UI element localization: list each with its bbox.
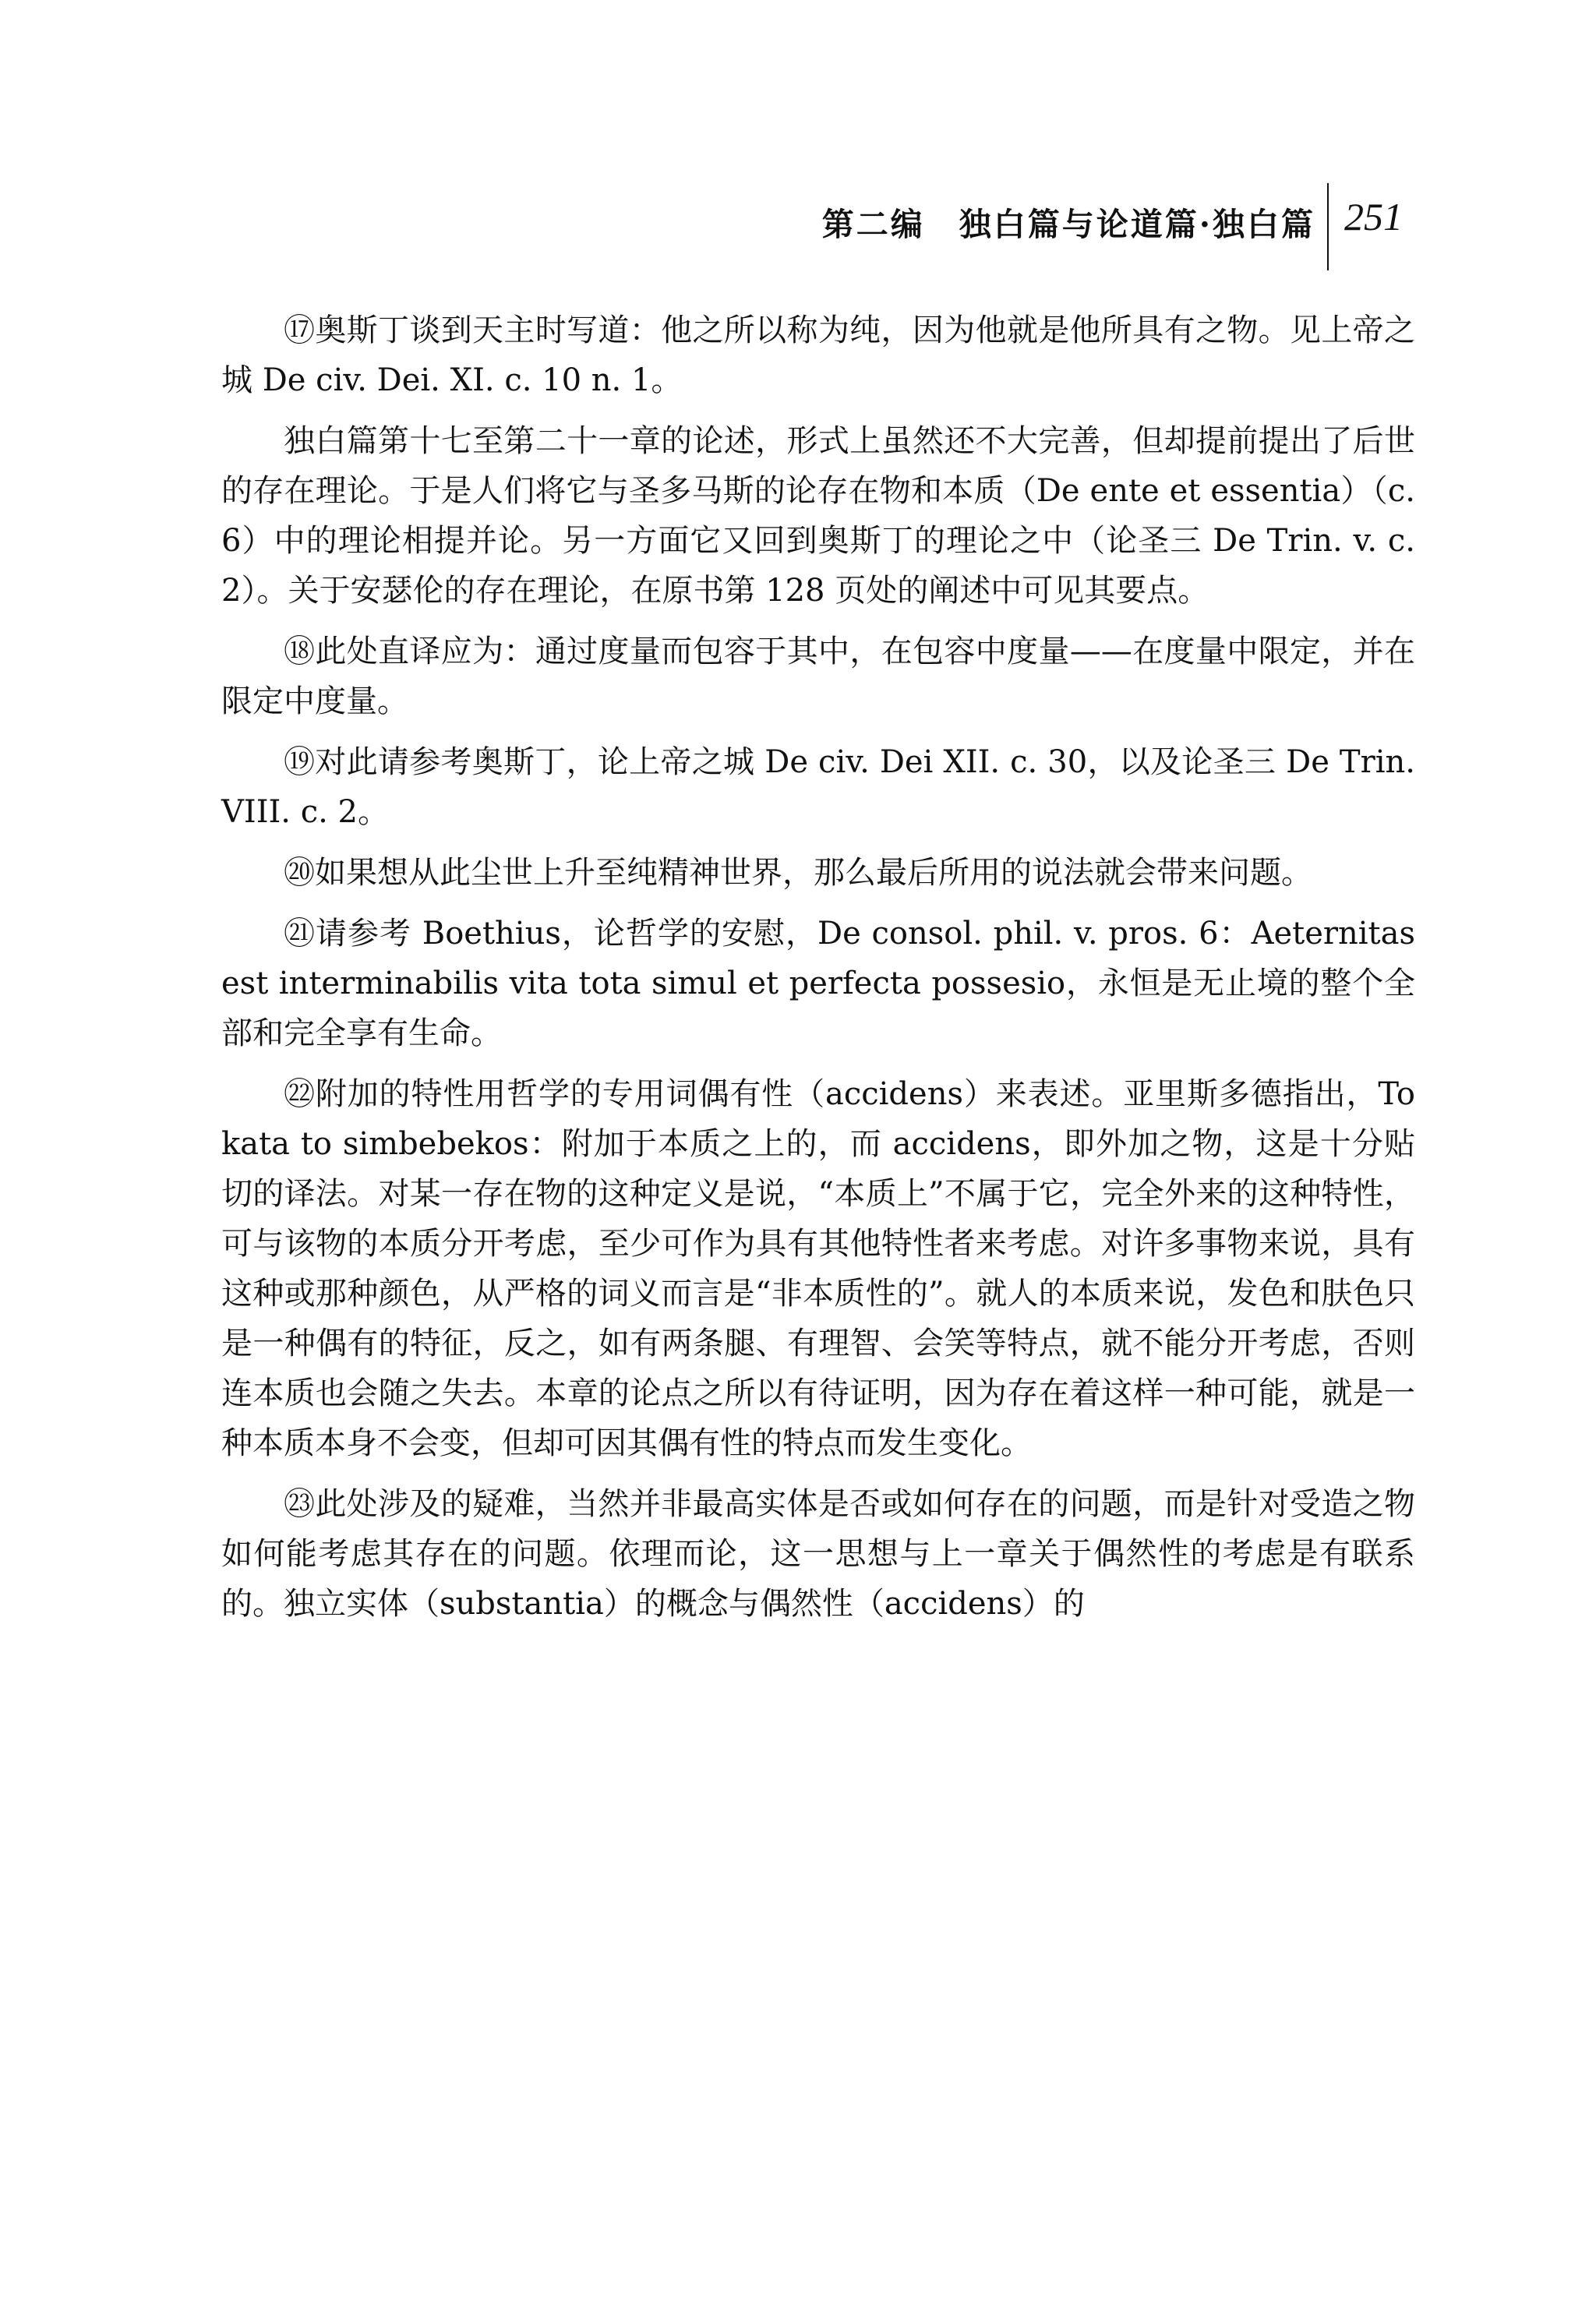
footnote-23: ㉓此处涉及的疑难，当然并非最高实体是否或如何存在的问题，而是针对受造之物如何能考虑其存在的问题。依理而论，这一思想与上一章关于偶然性的考虑是有联系的。独立实体（substantia）的概念与偶然性（accidens）的 — [221, 1486, 1415, 1622]
page-body — [221, 305, 1415, 1629]
header-divider — [1327, 183, 1329, 270]
chapter-title: 第二编 独白篇与论道篇·独白篇 — [821, 206, 1315, 243]
footnote-18: ⑱此处直译应为：通过度量而包容于其中，在包容中度量——在度量中限定，并在限定中度量。 — [221, 634, 1415, 719]
footnote-19: ⑲对此请参考奥斯丁，论上帝之城 De civ. Dei XII. c. 30，以及论圣三 De Trin. VIII. c. 2。 — [221, 744, 1415, 830]
footnote-20: ⑳如果想从此尘世上升至纯精神世界，那么最后所用的说法就会带来问题。 — [284, 855, 1312, 891]
commentary-paragraph: 独白篇第十七至第二十一章的论述，形式上虽然还不大完善，但却提前提出了后世的存在理论。于是人们将它与圣多马斯的论存在物和本质（De ente et essentia）（c. 6）中的理论相提并论。另一方面它又回到奥斯丁的理论之中（论圣三 De Trin. v. c. 2）。关于安瑟伦的存在理论，在原书第 128 页处的阐述中可见其要点。 — [221, 423, 1415, 609]
running-header — [779, 195, 1403, 284]
page-number: 251 — [1344, 195, 1403, 238]
footnote-21: ㉑请参考 Boethius，论哲学的安慰，De consol. phil. v. pros. 6：Aeternitas est interminabilis vita tota simul et perfecta possesio，永恒是无止境的整个全部和完全享有生命。 — [221, 916, 1415, 1051]
footnote-17: ⑰奥斯丁谈到天主时写道：他之所以称为纯，因为他就是他所具有之物。见上帝之城 De civ. Dei. XI. c. 10 n. 1。 — [221, 313, 1415, 398]
footnote-22: ㉒附加的特性用哲学的专用词偶有性（accidens）来表述。亚里斯多德指出，To kata to simbebekos：附加于本质之上的，而 accidens，即外加之物，这是十分贴切的译法。对某一存在物的这种定义是说，“本质上”不属于它，完全外来的这种特性，可与该物的本质分开考虑，至少可作为具有其他特性者来考虑。对许多事物来说，具有这种或那种颜色，从严格的词义而言是“非本质性的”。就人的本质来说，发色和肤色只是一种偶有的特征，反之，如有两条腿、有理智、会笑等特点，就不能分开考虑，否则连本质也会随之失去。本章的论点之所以有待证明，因为存在着这样一种可能，就是一种本质本身不会变，但却可因其偶有性的特点而发生变化。 — [221, 1076, 1415, 1461]
